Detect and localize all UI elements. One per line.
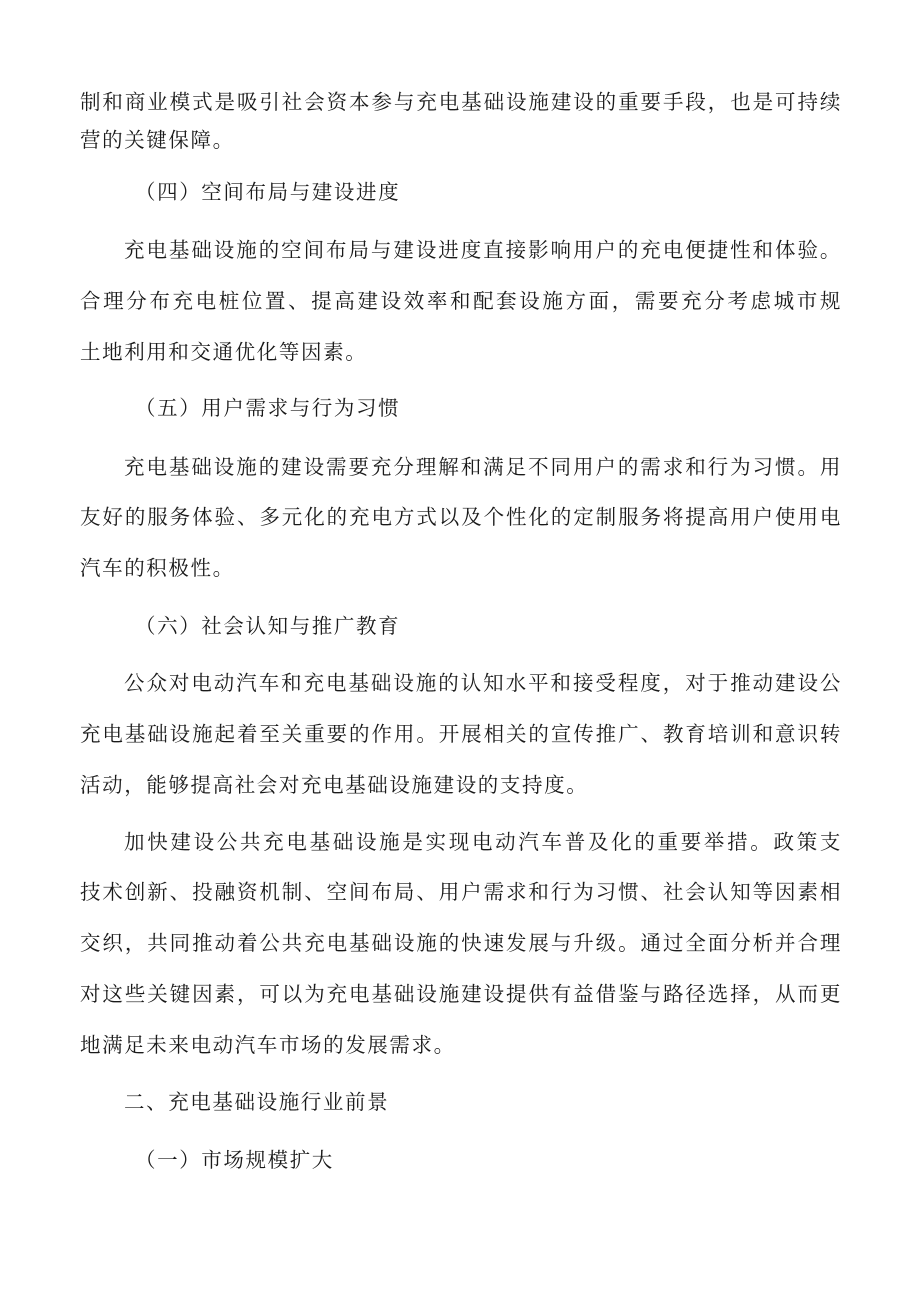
paragraph-line: 地满足未来电动汽车市场的发展需求。 [80,1033,456,1057]
paragraph-line: 交织，共同推动着公共充电基础设施的快速发展与升级。通过全面分析并合理 [80,931,842,955]
paragraph-line: 合理分布充电桩位置、提高建设效率和配套设施方面，需要充分考虑城市规 [80,289,842,313]
paragraph-line: 充电基础设施的空间布局与建设进度直接影响用户的充电便捷性和体验。 [124,238,842,262]
paragraph-line: 加快建设公共充电基础设施是实现电动汽车普及化的重要举措。政策支 [124,830,842,854]
section-heading: （五）用户需求与行为习惯 [135,396,401,420]
paragraph-line: 活动，能够提高社会对充电基础设施建设的支持度。 [80,773,589,797]
paragraph-line: 技术创新、投融资机制、空间布局、用户需求和行为习惯、社会认知等因素相 [80,880,842,904]
section-heading: （四）空间布局与建设进度 [135,180,401,204]
paragraph-line: 公众对电动汽车和充电基础设施的认知水平和接受程度，对于推动建设公 [124,671,842,695]
section-heading: （六）社会认知与推广教育 [135,614,401,638]
paragraph-line: 友好的服务体验、多元化的充电方式以及个性化的定制服务将提高用户使用电 [80,505,842,529]
paragraph-line: 营的关键保障。 [80,128,235,152]
paragraph-line: 对这些关键因素，可以为充电基础设施建设提供有益借鉴与路径选择，从而更 [80,982,842,1006]
paragraph-line: 汽车的积极性。 [80,556,235,580]
paragraph-line: 充电基础设施的建设需要充分理解和满足不同用户的需求和行为习惯。用 [124,455,842,479]
section-heading: （一）市场规模扩大 [135,1148,334,1172]
chapter-title: 二、充电基础设施行业前景 [124,1090,390,1114]
paragraph-line: 充电基础设施起着至关重要的作用。开展相关的宣传推广、教育培训和意识转 [80,722,842,746]
paragraph-line: 制和商业模式是吸引社会资本参与充电基础设施建设的重要手段，也是可持续 [80,90,842,114]
paragraph-line: 土地利用和交通优化等因素。 [80,340,368,364]
